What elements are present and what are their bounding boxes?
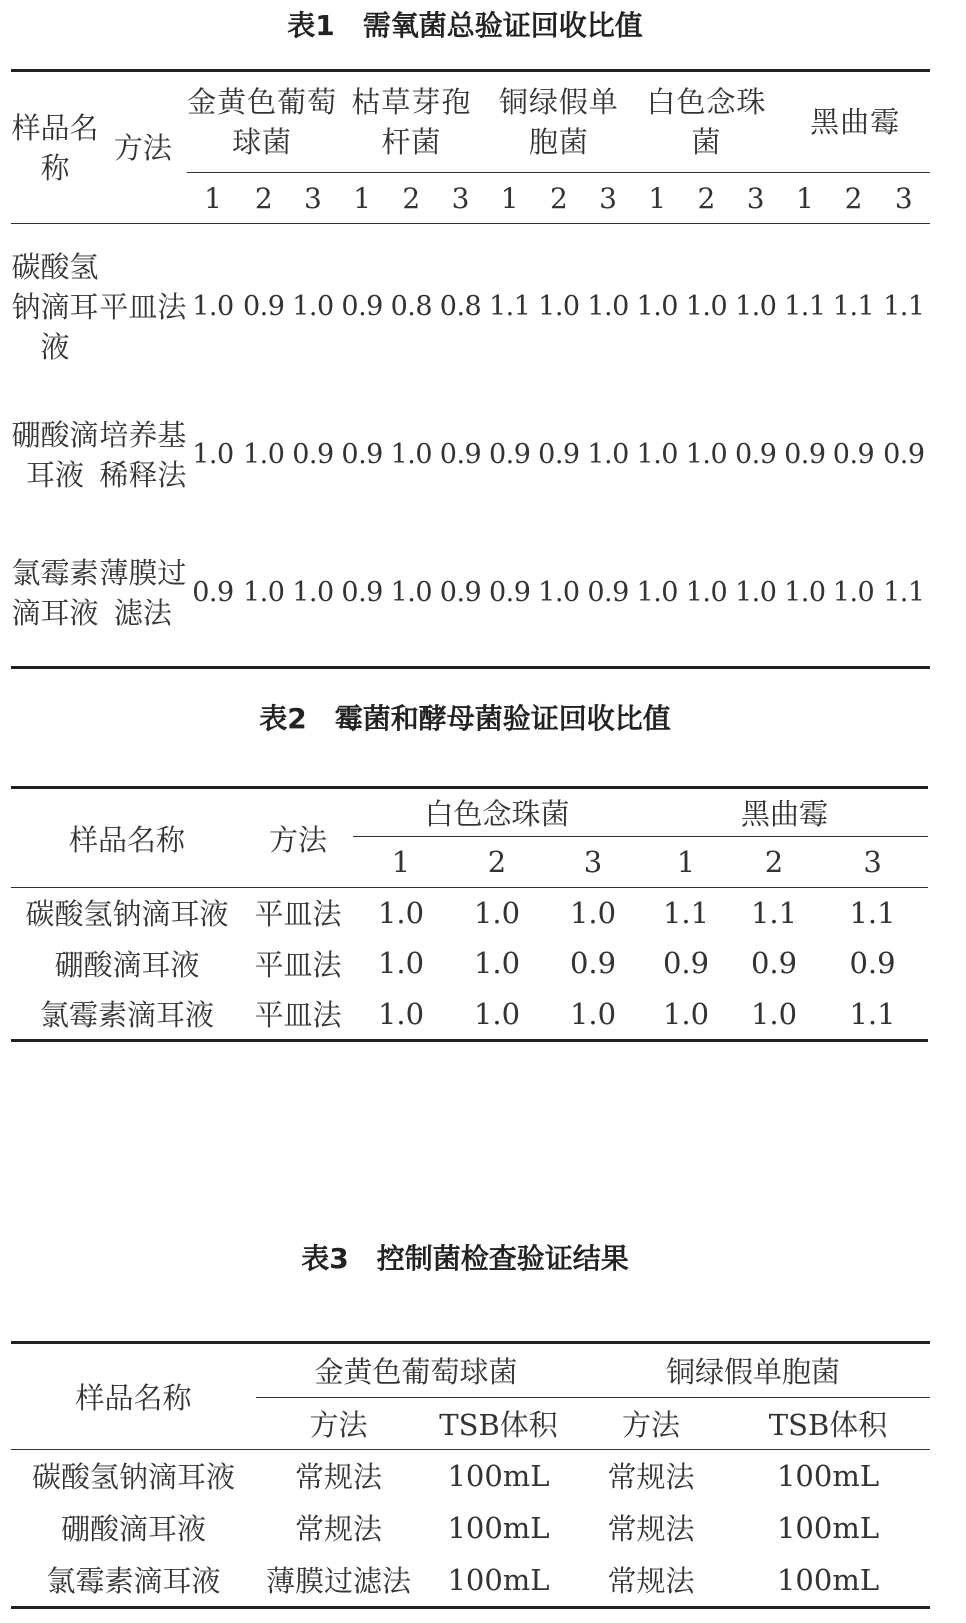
t1-replicate: 3 (599, 181, 617, 215)
t1-replicate: 1 (500, 181, 519, 215)
table1-caption: 表1 需氧菌总验证回收比值 (287, 9, 643, 42)
t3-cell: 常规法 (607, 1564, 695, 1599)
t1-cell: 1.0 (784, 577, 826, 609)
t1-cell: 1.0 (636, 577, 678, 609)
t1-replicate: 1 (795, 181, 814, 215)
t1-cell: 1.1 (883, 291, 925, 323)
t1-cell: 1.0 (538, 577, 580, 609)
table2-caption: 表2 霉菌和酵母菌验证回收比值 (259, 702, 671, 735)
t1-replicate: 2 (844, 181, 863, 215)
t1-replicate: 1 (648, 181, 667, 215)
t2-cell: 0.9 (662, 946, 710, 980)
t1-replicate: 3 (451, 181, 470, 215)
t1-cell: 0.9 (341, 439, 383, 470)
t2-cell: 1.0 (662, 996, 710, 1031)
t1-cell: 0.8 (439, 291, 482, 323)
t2-cell: 1.0 (473, 895, 521, 930)
t3-cell: 100mL (776, 1510, 880, 1545)
t1-cell: 1.0 (243, 577, 285, 609)
t2-header-organism: 白色念珠菌 (353, 788, 641, 837)
t1-header-method: 方法 (99, 71, 187, 224)
t2-replicate: 1 (676, 845, 696, 879)
t1-cell: 1.0 (587, 439, 629, 470)
t2-cell: 1.0 (377, 895, 425, 930)
t3-cell: 常规法 (294, 1460, 382, 1495)
t1-header-organism: 铜绿假单胞菌 (485, 71, 633, 173)
t1-cell: 1.0 (636, 291, 678, 323)
t2-cell: 1.1 (849, 996, 896, 1031)
t3-row-sample: 硼酸滴耳液 (60, 1512, 206, 1546)
t1-cell: 0.9 (587, 577, 629, 609)
t3-sub-volume: TSB体积 (768, 1408, 888, 1442)
t1-cell: 0.9 (439, 577, 482, 609)
table3 (11, 1341, 930, 1609)
t1-cell: 1.0 (292, 577, 334, 609)
t1-cell: 1.0 (587, 291, 629, 323)
t1-cell: 1.0 (192, 291, 234, 323)
t2-header-organism: 黑曲霉 (641, 788, 928, 837)
t2-cell: 1.0 (377, 946, 425, 980)
t2-cell: 0.9 (569, 946, 617, 980)
t1-row-method: 薄膜过滤法 (99, 555, 187, 630)
t1-cell: 0.9 (832, 439, 875, 470)
t3-cell: 100mL (776, 1458, 880, 1493)
t2-row-sample: 碳酸氢钠滴耳液 (25, 897, 229, 932)
t1-replicate: 1 (353, 181, 372, 215)
t1-header-organism: 黑曲霉 (780, 71, 930, 173)
table1 (11, 69, 930, 669)
t3-cell: 100mL (447, 1510, 550, 1545)
t1-replicate: 2 (254, 181, 273, 215)
t2-cell: 1.0 (473, 996, 521, 1031)
t1-cell: 1.0 (292, 291, 334, 323)
t3-header-organism: 铜绿假单胞菌 (576, 1343, 930, 1398)
t2-replicate: 1 (391, 845, 411, 879)
t1-cell: 1.0 (734, 291, 777, 323)
t2-cell: 1.0 (377, 996, 425, 1031)
t1-cell: 0.9 (488, 577, 531, 609)
t3-cell: 100mL (776, 1562, 880, 1597)
t1-replicate: 2 (549, 181, 568, 215)
t3-cell: 常规法 (607, 1512, 695, 1546)
t1-cell: 0.8 (390, 291, 433, 323)
t1-replicate: 2 (402, 181, 421, 215)
t2-row-method: 平皿法 (254, 947, 342, 982)
t1-cell: 1.0 (685, 291, 728, 323)
t2-cell: 0.9 (849, 946, 896, 980)
t1-cell: 0.9 (883, 439, 925, 470)
t1-cell: 0.9 (341, 577, 383, 609)
t3-cell: 100mL (447, 1562, 550, 1597)
t1-replicate: 3 (746, 181, 765, 215)
t2-cell: 1.0 (750, 996, 798, 1031)
t2-row-sample: 硼酸滴耳液 (54, 947, 200, 982)
t1-cell: 1.1 (883, 577, 925, 609)
t1-row-sample: 硼酸滴耳液 (11, 417, 99, 492)
t1-cell: 1.0 (390, 439, 433, 470)
t2-header-sample: 样品名称 (11, 788, 243, 888)
t1-header-organism: 金黄色葡萄球菌 (187, 71, 338, 173)
t1-header-organism: 白色念珠菌 (633, 71, 781, 173)
t2-row-method: 平皿法 (254, 897, 342, 932)
t2-cell: 1.1 (849, 895, 896, 930)
t1-cell: 1.1 (832, 291, 875, 323)
t3-cell: 薄膜过滤法 (265, 1564, 411, 1599)
table3-caption: 表3 控制菌检查验证结果 (301, 1242, 629, 1275)
t3-sub-volume: TSB体积 (439, 1408, 558, 1442)
t1-cell: 0.9 (784, 439, 826, 470)
t1-cell: 1.0 (685, 439, 728, 470)
t1-cell: 0.9 (538, 439, 580, 470)
t2-row-sample: 氯霉素滴耳液 (39, 998, 214, 1033)
t1-cell: 1.0 (390, 577, 433, 609)
t1-cell: 0.9 (341, 291, 383, 323)
t1-replicate: 2 (697, 181, 716, 215)
t1-replicate: 3 (894, 181, 913, 215)
t3-sub-method: 方法 (622, 1408, 681, 1442)
t2-cell: 1.0 (569, 895, 617, 930)
t1-cell: 1.0 (734, 577, 777, 609)
t2-cell: 1.0 (569, 996, 617, 1031)
t1-cell: 1.0 (538, 291, 580, 323)
t3-cell: 常规法 (294, 1512, 382, 1546)
t1-cell: 1.0 (636, 439, 678, 470)
t1-cell: 0.9 (243, 291, 285, 323)
t2-cell: 1.0 (473, 946, 521, 980)
t3-row-sample: 氯霉素滴耳液 (46, 1564, 221, 1599)
t2-cell: 1.1 (750, 895, 798, 930)
t1-header-organism: 枯草芽孢杆菌 (338, 71, 486, 173)
t2-cell: 0.9 (750, 946, 798, 980)
t2-replicate: 2 (487, 845, 507, 879)
t1-cell: 0.9 (488, 439, 531, 470)
t2-cell: 1.1 (662, 895, 710, 930)
t1-row-method: 平皿法 (99, 289, 187, 324)
t1-cell: 0.9 (734, 439, 777, 470)
t2-row-method: 平皿法 (254, 998, 342, 1033)
t3-header-sample: 样品名称 (11, 1343, 256, 1450)
t2-replicate: 2 (764, 845, 784, 879)
t1-cell: 1.0 (832, 577, 875, 609)
t1-cell: 1.0 (685, 577, 728, 609)
t1-row-sample: 碳酸氢钠滴耳液 (11, 249, 99, 364)
t3-sub-method: 方法 (309, 1408, 368, 1442)
t1-cell: 0.9 (192, 577, 234, 609)
t1-cell: 1.1 (784, 291, 826, 323)
t1-header-sample: 样品名称 (11, 71, 99, 224)
t1-row-method: 培养基稀释法 (99, 417, 187, 492)
t3-row-sample: 碳酸氢钠滴耳液 (31, 1460, 235, 1495)
t1-cell: 1.0 (243, 439, 285, 470)
t2-header-method: 方法 (243, 788, 353, 888)
t1-row-sample: 氯霉素滴耳液 (11, 555, 99, 630)
t3-cell: 常规法 (607, 1460, 695, 1495)
table2 (11, 786, 928, 1042)
t1-cell: 0.9 (292, 439, 334, 470)
t1-cell: 1.0 (192, 439, 234, 470)
t3-header-organism: 金黄色葡萄球菌 (256, 1343, 576, 1398)
t1-replicate: 3 (304, 181, 322, 215)
t2-replicate: 3 (583, 845, 603, 879)
t1-cell: 0.9 (439, 439, 482, 470)
t1-cell: 1.1 (488, 291, 531, 323)
t1-replicate: 1 (204, 181, 222, 215)
t2-replicate: 3 (863, 845, 882, 879)
t3-cell: 100mL (447, 1458, 550, 1493)
